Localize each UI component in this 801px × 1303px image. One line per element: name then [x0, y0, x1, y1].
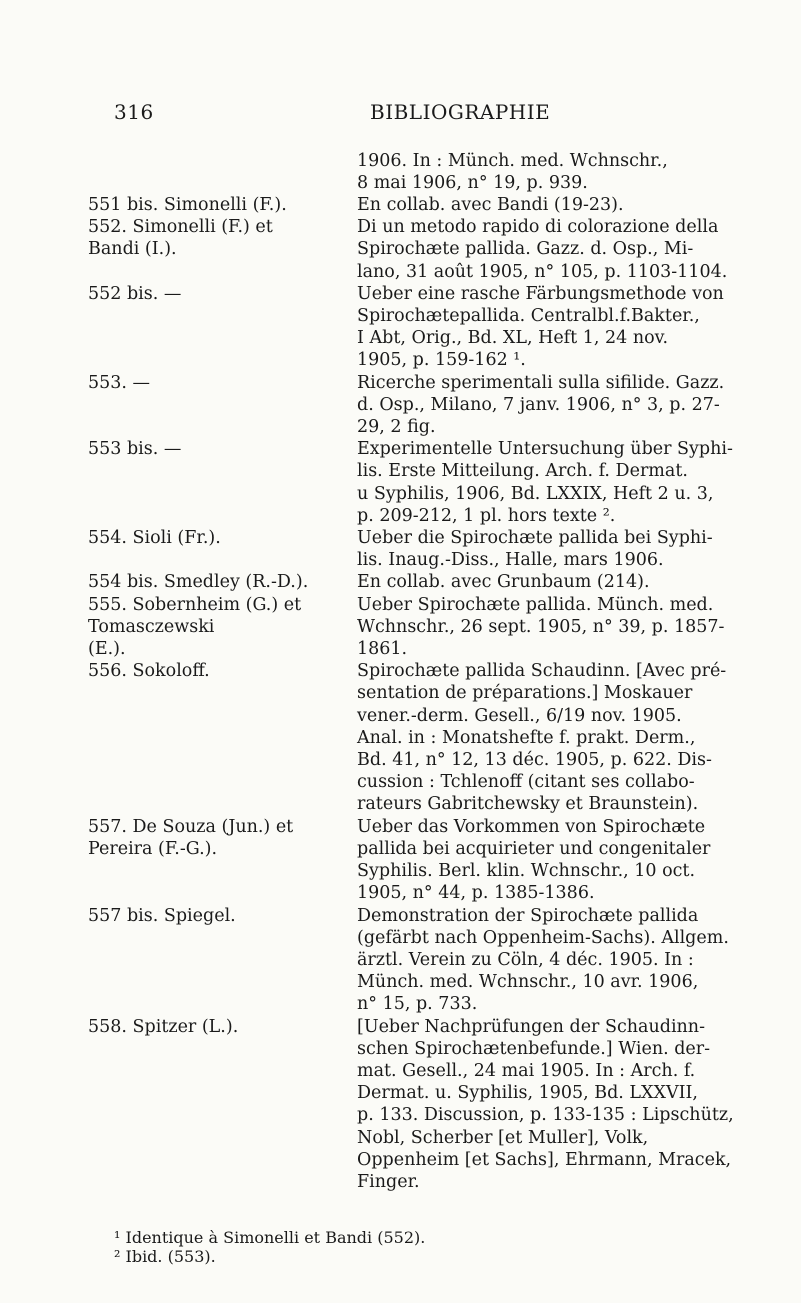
entry-body-line: Demonstration der Spirochæte pallida: [357, 905, 699, 926]
entry-body-line: ärztl. Verein zu Cöln, 4 déc. 1905. In :: [357, 949, 694, 970]
entry-label: [88, 660, 357, 815]
entry-body-line: Nobl, Scherber [et Muller], Volk,: [357, 1127, 649, 1148]
entry-body-line: Experimentelle Untersuchung über Syphi-: [357, 439, 733, 460]
bibliography-entry: [88, 594, 778, 661]
entry-body-line: Münch. med. Wchnschr., 10 avr. 1906,: [357, 972, 699, 993]
entry-body-line: Spirochætepallida. Centralbl.f.Bakter.,: [357, 306, 700, 327]
entry-label-line: 553. —: [88, 372, 151, 393]
bibliography-entry: [88, 1016, 778, 1194]
bibliography-entry: [88, 660, 778, 815]
entry-label-line: 557. De Souza (Jun.) et: [88, 816, 294, 837]
bibliography-list: [88, 194, 778, 1193]
entry-body-line: lis. Inaug.-Diss., Halle, mars 1906.: [357, 550, 664, 571]
entry-body-line: mat. Gesell., 24 mai 1905. In : Arch. f.: [357, 1060, 696, 1081]
entry-body-line: Ueber das Vorkommen von Spirochæte: [357, 816, 706, 837]
entry-label: [88, 527, 357, 571]
entry-label: [88, 194, 357, 216]
footnotes: [114, 1228, 634, 1266]
entry-body-line: Spirochæte pallida. Gazz. d. Osp., Mi-: [357, 239, 694, 260]
entry-body: [357, 438, 777, 527]
entry-body: [357, 594, 777, 661]
entry-body: [357, 660, 777, 815]
page-title: BIBLIOGRAPHIE: [370, 100, 551, 124]
entry-body-line: Spirochæte pallida Schaudinn. [Avec pré-: [357, 661, 727, 682]
footnote: ¹ Identique à Simonelli et Bandi (552).: [114, 1228, 426, 1247]
entry-body-line: Finger.: [357, 1171, 420, 1192]
page-number: 316: [114, 100, 154, 124]
entry-label-line: (E.).: [88, 639, 126, 660]
bibliography-entry: [88, 283, 778, 372]
entry-label-line: Bandi (I.).: [88, 239, 177, 260]
entry-body-line: Oppenheim [et Sachs], Ehrmann, Mracek,: [357, 1149, 732, 1170]
entry-body-line: Syphilis. Berl. klin. Wchnschr., 10 oct.: [357, 861, 696, 882]
entry-label-line: 554. Sioli (Fr.).: [88, 528, 221, 549]
entry-label-line: 552 bis. —: [88, 283, 182, 304]
entry-body-line: I Abt, Orig., Bd. XL, Heft 1, 24 nov.: [357, 328, 669, 349]
bibliography-entry: [88, 905, 778, 1016]
entry-label-line: 558. Spitzer (L.).: [88, 1016, 239, 1037]
entry-label: [88, 571, 357, 593]
entry-body: [357, 571, 777, 593]
entry-label: [88, 1016, 357, 1194]
entry-label-line: 551 bis. Simonelli (F.).: [88, 195, 287, 215]
footnote: ² Ibid. (553).: [114, 1247, 216, 1266]
entry-body-line: Ueber Spirochæte pallida. Münch. med.: [357, 594, 714, 615]
bibliography-entry: [88, 372, 778, 439]
entry-body-line: pallida bei acquirieter und congenitaler: [357, 838, 711, 859]
entry-body-line: 1905, n° 44, p. 1385-1386.: [357, 883, 595, 904]
entry-body: [357, 216, 777, 283]
entry-body-line: [Ueber Nachprüfungen der Schaudinn-: [357, 1016, 705, 1037]
entry-body-line: d. Osp., Milano, 7 janv. 1906, n° 3, p. 27-: [357, 394, 720, 415]
entry-body-line: lis. Erste Mitteilung. Arch. f. Dermat.: [357, 461, 688, 482]
entry-body: [357, 372, 777, 439]
bibliography-entry: [88, 816, 778, 905]
entry-body-line: vener.-derm. Gesell., 6/19 nov. 1905.: [357, 705, 682, 726]
bibliography-entry: [88, 194, 778, 216]
entry-body-line: sentation de préparations.] Moskauer: [357, 683, 693, 704]
entry-body-line: p. 209-212, 1 pl. hors texte ².: [357, 505, 616, 526]
entry-label-line: 554 bis. Smedley (R.-D.).: [88, 572, 309, 593]
entry-label: [88, 905, 357, 1016]
entry-body-line: 1861.: [357, 639, 408, 660]
entry-label: [88, 216, 357, 283]
entry-body-line: 1905, p. 159-162 ¹.: [357, 350, 526, 371]
entry-body-line: Ricerche sperimentali sulla sifilide. Gazz.: [357, 372, 725, 393]
entry-body-line: Dermat. u. Syphilis, 1905, Bd. LXXVII,: [357, 1083, 698, 1104]
entry-label-line: 556. Sokoloff.: [88, 661, 210, 682]
entry-label-line: 552. Simonelli (F.) et: [88, 217, 273, 238]
entry-body: [357, 283, 777, 372]
bibliography-entry: [88, 571, 778, 593]
entry-label-line: Pereira (F.-G.).: [88, 838, 218, 859]
entry-body-line: u Syphilis, 1906, Bd. LXXIX, Heft 2 u. 3,: [357, 483, 714, 504]
bibliography-entry: [88, 216, 778, 283]
entry-label: [88, 283, 357, 372]
entry-body-line: Bd. 41, n° 12, 13 déc. 1905, p. 622. Dis-: [357, 750, 712, 771]
entry-body-line: schen Spirochætenbefunde.] Wien. der-: [357, 1038, 711, 1059]
entry-label: [88, 372, 357, 439]
entry-body-line: 29, 2 fig.: [357, 417, 436, 438]
entry-body-line: En collab. avec Bandi (19-23).: [357, 195, 624, 215]
entry-body-line: En collab. avec Grunbaum (214).: [357, 572, 650, 593]
entry-body: [357, 905, 777, 1016]
entry-label: [88, 594, 357, 661]
entry-body-line: p. 133. Discussion, p. 133-135 : Lipschütz,: [357, 1105, 734, 1126]
continuation-line: 8 mai 1906, n° 19, p. 939.: [357, 173, 588, 194]
entry-body: [357, 194, 777, 216]
bibliography-entry: [88, 438, 778, 527]
entry-label-line: 553 bis. —: [88, 439, 182, 460]
entry-body-line: Anal. in : Monatshefte f. prakt. Derm.,: [357, 727, 696, 748]
entry-label: [88, 816, 357, 905]
entry-label: [88, 438, 357, 527]
entry-body-line: (gefärbt nach Oppenheim-Sachs). Allgem.: [357, 927, 729, 948]
entry-body-line: Ueber die Spirochæte pallida bei Syphi-: [357, 528, 713, 549]
entry-label-line: Tomasczewski: [88, 616, 215, 637]
entry-body: [357, 1016, 777, 1194]
entry-body-line: Wchnschr., 26 sept. 1905, n° 39, p. 1857-: [357, 616, 725, 637]
entry-body: [357, 816, 777, 905]
continuation-text: [357, 150, 777, 194]
entry-body-line: cussion : Tchlenoff (citant ses collabo-: [357, 772, 695, 793]
entry-body: [357, 527, 777, 571]
entry-body-line: Ueber eine rasche Färbungsmethode von: [357, 283, 724, 304]
entry-body-line: n° 15, p. 733.: [357, 994, 478, 1015]
entry-label-line: 557 bis. Spiegel.: [88, 905, 236, 926]
bibliography-entry: [88, 527, 778, 571]
entry-body-line: lano, 31 août 1905, n° 105, p. 1103-1104.: [357, 261, 728, 282]
entry-body-line: Di un metodo rapido di colorazione della: [357, 217, 719, 238]
entry-body-line: rateurs Gabritchewsky et Braunstein).: [357, 794, 699, 815]
entry-label-line: 555. Sobernheim (G.) et: [88, 594, 302, 615]
continuation-line: 1906. In : Münch. med. Wchnschr.,: [357, 151, 668, 171]
